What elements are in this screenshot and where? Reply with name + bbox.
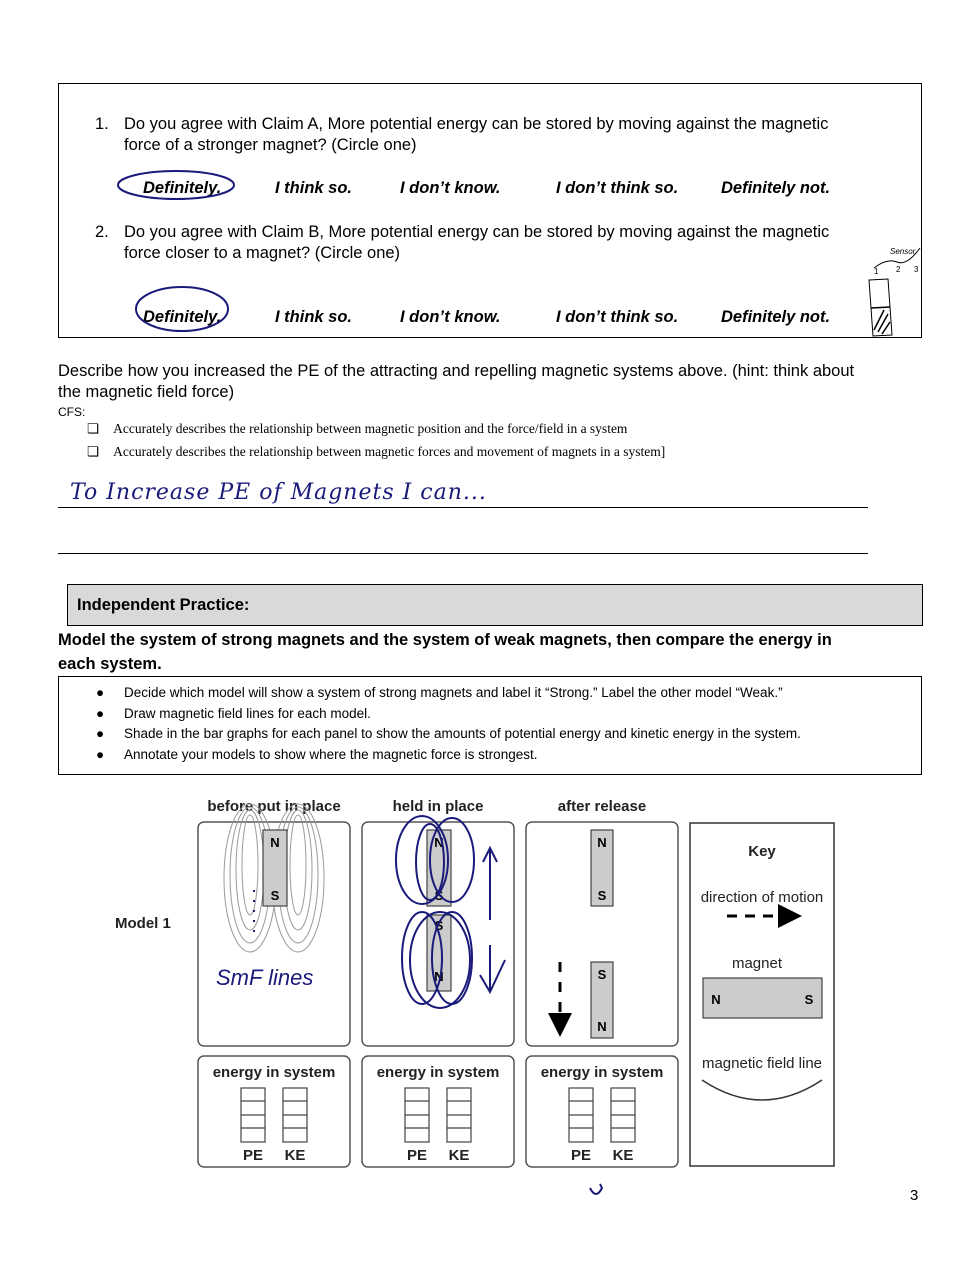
- q2-option-dont-think-so[interactable]: I don’t think so.: [556, 308, 679, 326]
- panel-title-after: after release: [557, 798, 647, 815]
- question-2-text: [124, 222, 829, 264]
- question-2-line2: force closer to a magnet? (Circle one): [124, 244, 401, 262]
- pole-s: S: [434, 918, 444, 933]
- q2-option-definitely[interactable]: Definitely.: [143, 308, 222, 326]
- practice-prompt: [58, 628, 832, 676]
- pe-label: PE: [406, 1147, 428, 1164]
- q1-option-dont-think-so[interactable]: I don’t think so.: [556, 179, 679, 197]
- key-magnet-label: magnet: [731, 955, 783, 972]
- key-pole-n: N: [711, 992, 721, 1007]
- sensor-scale-2: 2: [896, 265, 901, 274]
- pole-n: N: [434, 835, 444, 850]
- panel-title-held: held in place: [392, 798, 484, 815]
- panel-title-before: before put in place: [207, 798, 341, 815]
- q1-option-definitely[interactable]: Definitely.: [143, 179, 222, 197]
- q2-circle-mark: [128, 282, 238, 336]
- ke-label: KE: [612, 1147, 634, 1164]
- question-1-number: 1.: [95, 115, 109, 133]
- q2-option-definitely-not[interactable]: Definitely not.: [721, 308, 831, 326]
- q1-option-dont-know[interactable]: I don’t know.: [400, 179, 501, 197]
- checkbox-icon[interactable]: ❏: [87, 421, 100, 436]
- practice-prompt-line2: each system.: [58, 655, 162, 673]
- instruction-text: Shade in the bar graphs for each panel to show the amounts of potential energy and kinetic energy in the system.: [124, 726, 801, 741]
- practice-header-box: [67, 584, 923, 626]
- pole-n: N: [597, 835, 607, 850]
- question-1-line1: Do you agree with Claim A, More potential energy can be stored by moving against the magnetic: [124, 115, 829, 133]
- key-field-line-label: magnetic field line: [701, 1055, 823, 1072]
- model-diagram: [0, 780, 979, 1210]
- ke-label: KE: [284, 1147, 306, 1164]
- describe-line2: the magnetic field force): [58, 383, 235, 401]
- instruction-item: ● Draw magnetic field lines for each model.: [96, 706, 371, 721]
- pole-n: N: [597, 1019, 607, 1034]
- key-motion-label: direction of motion: [700, 889, 824, 906]
- energy-title: energy in system: [376, 1064, 500, 1081]
- pole-s: S: [270, 888, 280, 903]
- q1-option-think-so[interactable]: I think so.: [275, 179, 353, 197]
- pole-s: S: [434, 888, 444, 903]
- handwritten-answer[interactable]: To Increase PE of Magnets I can...: [70, 480, 487, 505]
- q2-option-dont-know[interactable]: I don’t know.: [400, 308, 501, 326]
- sensor-sketch: [862, 240, 922, 338]
- pole-n: N: [270, 835, 280, 850]
- model-label: Model 1: [115, 915, 171, 932]
- practice-prompt-line1: Model the system of strong magnets and the system of weak magnets, then compare the energy in: [58, 631, 832, 649]
- pole-s: S: [597, 888, 607, 903]
- pe-label: PE: [242, 1147, 264, 1164]
- question-1-line2: force of a stronger magnet? (Circle one): [124, 136, 417, 154]
- practice-header: Independent Practice:: [77, 596, 250, 614]
- key-title: Key: [748, 843, 776, 860]
- handwritten-note: SmF lines: [216, 965, 314, 990]
- criterion-2: [87, 444, 665, 460]
- q1-circle-mark: [110, 165, 245, 205]
- criterion-1: [87, 421, 627, 437]
- energy-title: energy in system: [540, 1064, 664, 1081]
- ke-label: KE: [448, 1147, 470, 1164]
- key-pole-s: S: [804, 992, 814, 1007]
- q2-option-think-so[interactable]: I think so.: [275, 308, 353, 326]
- energy-bars: [241, 1088, 635, 1142]
- energy-title: energy in system: [212, 1064, 336, 1081]
- stray-mark: [590, 1184, 602, 1194]
- instruction-text: Annotate your models to show where the magnetic force is strongest.: [124, 747, 538, 762]
- pole-n: N: [434, 969, 444, 984]
- instruction-text: Draw magnetic field lines for each model.: [124, 706, 371, 721]
- sensor-label: Sensor: [890, 247, 916, 256]
- describe-prompt: [58, 361, 854, 403]
- pole-s: S: [597, 967, 607, 982]
- sensor-scale-3: 3: [914, 265, 919, 274]
- page-number: 3: [910, 1187, 919, 1204]
- answer-line-2[interactable]: [58, 553, 868, 554]
- describe-line1: Describe how you increased the PE of the attracting and repelling magnetic systems above. (hint: think about: [58, 362, 855, 380]
- instruction-text: Decide which model will show a system of strong magnets and label it “Strong.” Label the other model “Weak.”: [124, 685, 783, 700]
- criterion-2-text: Accurately describes the relationship between magnetic forces and movement of magnets in a system]: [113, 444, 666, 459]
- checkbox-icon[interactable]: ❏: [87, 444, 100, 459]
- instruction-item: ● Shade in the bar graphs for each panel to show the amounts of potential energy and kinetic energy in the system.: [96, 726, 801, 741]
- question-2-line1: Do you agree with Claim B, More potential energy can be stored by moving against the magnetic: [124, 223, 830, 241]
- pe-label: PE: [570, 1147, 592, 1164]
- key-field-line-icon: [702, 1080, 822, 1100]
- sensor-scale-1: 1: [874, 267, 879, 276]
- question-1-text: [124, 114, 828, 156]
- criterion-1-text: Accurately describes the relationship between magnetic position and the force/field in a system: [113, 421, 628, 436]
- instruction-item: ● Annotate your models to show where the magnetic force is strongest.: [96, 747, 538, 762]
- cfs-label: CFS:: [58, 405, 86, 419]
- instruction-item: ● Decide which model will show a system of strong magnets and label it “Strong.” Label the other model “Weak.”: [96, 685, 783, 700]
- question-2-number: 2.: [95, 223, 109, 241]
- answer-line-1[interactable]: [58, 507, 868, 508]
- q1-option-definitely-not[interactable]: Definitely not.: [721, 179, 831, 197]
